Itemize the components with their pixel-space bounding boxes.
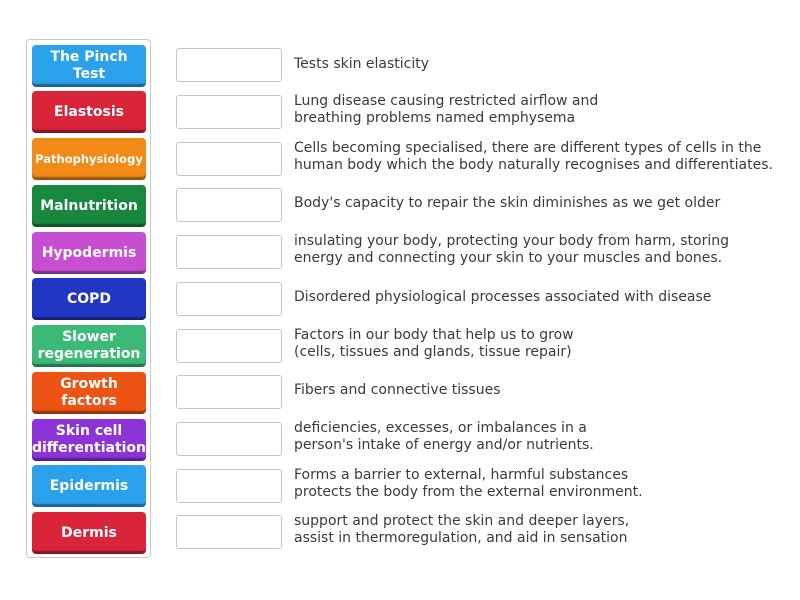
description-text: Disordered physiological processes associated with disease [294,288,712,305]
tile-label: Dermis [61,524,117,541]
tile-skin-cell-differentiation[interactable] [32,419,146,461]
tile-hypodermis[interactable] [32,232,146,274]
description-text: Forms a barrier to external, harmful substances protects the body from the external environment. [294,467,643,500]
drop-slot[interactable] [176,48,282,82]
tile-label: Malnutrition [40,197,138,214]
tile-dermis[interactable] [32,512,146,554]
tile-label: Pathophysiology [35,151,143,166]
drop-slot[interactable] [176,375,282,409]
tile-copd[interactable] [32,278,146,320]
drop-slot[interactable] [176,469,282,503]
tile-label: Slower regeneration [37,329,141,362]
description-text: Tests skin elasticity [294,55,430,72]
tile-slower-regeneration[interactable] [32,325,146,367]
description-text: support and protect the skin and deeper layers, assist in thermoregulation, and aid in sensation [294,513,630,546]
description-text: insulating your body, protecting your body from harm, storing energy and connecting your skin to your muscles and bones. [294,233,730,266]
tile-malnutrition[interactable] [32,185,146,227]
tile-label: Skin cell differentiation [31,423,147,456]
drop-slot[interactable] [176,142,282,176]
tile-elastosis[interactable] [32,91,146,133]
description-text: Cells becoming specialised, there are different types of cells in the human body which the body naturally recognises and differentiates. [294,140,773,173]
drop-slot[interactable] [176,95,282,129]
tile-epidermis[interactable] [32,465,146,507]
drop-slot[interactable] [176,422,282,456]
tile-pathophysiology[interactable] [32,138,146,180]
description-text: Body's capacity to repair the skin diminishes as we get older [294,194,721,211]
tile-the-pinch-test[interactable] [32,45,146,87]
tile-label: Elastosis [54,103,124,120]
tile-label: COPD [66,290,112,307]
drop-slot[interactable] [176,282,282,316]
tile-growth-factors[interactable] [32,372,146,414]
tile-label: Hypodermis [41,244,137,261]
description-text: deficiencies, excesses, or imbalances in a person's intake of energy and/or nutrients. [294,420,594,453]
drop-slot[interactable] [176,188,282,222]
description-text: Factors in our body that help us to grow (cells, tissues and glands, tissue repair) [294,327,574,360]
tile-label: The Pinch Test [50,49,128,82]
description-text: Fibers and connective tissues [294,381,501,398]
drop-slot[interactable] [176,235,282,269]
tile-label: Epidermis [49,477,129,494]
drop-slot[interactable] [176,329,282,363]
tile-label: Growth factors [60,376,118,409]
drop-slot[interactable] [176,515,282,549]
description-text: Lung disease causing restricted airflow and breathing problems named emphysema [294,93,599,126]
